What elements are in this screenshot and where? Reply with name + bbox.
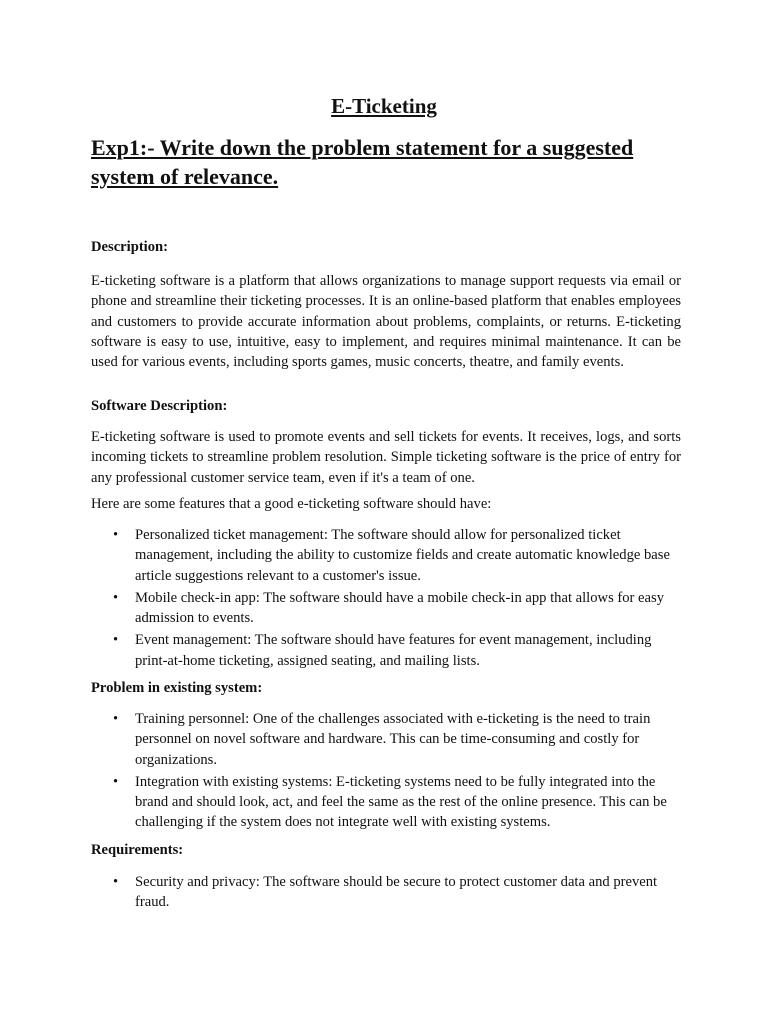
document-title: E-Ticketing xyxy=(331,94,437,118)
description-heading: Description: xyxy=(91,239,169,255)
bullet-icon: • xyxy=(113,874,119,890)
bullet-icon: • xyxy=(113,773,119,790)
features-list xyxy=(91,525,681,671)
list-item-text: Integration with existing systems: E-ticketing systems need to be fully integrated into the brand and should look, act, and feel the same as the rest of the online presence. This can be challenging if the system does not integrate well with existing systems. xyxy=(135,773,667,831)
experiment-heading: Exp1:- Write down the problem statement for a suggested system of relevance. xyxy=(91,135,634,189)
list-item xyxy=(91,525,681,586)
list-item xyxy=(91,709,681,770)
list-item xyxy=(91,630,681,671)
list-item-text: Training personnel: One of the challenges associated with e-ticketing is the need to train personnel on novel software and hardware. This can be time-consuming and costly for organizations. xyxy=(135,711,651,768)
list-item-text: Event management: The software should have features for event management, including print-at-home ticketing, assigned seating, and mailing lists. xyxy=(135,632,652,669)
problem-list xyxy=(91,709,681,833)
list-item xyxy=(91,772,681,833)
description-text: E-ticketing software is a platform that allows organizations to manage support requests via email or phone and streamline their ticketing processes. It is an online-based platform that enables employees and customers to provide accurate information about problems, complaints, or returns. E-ticketing software is easy to use, intuitive, easy to implement, and requires minimal maintenance. It can be used for various events, including sports games, music concerts, theatre, and family events. xyxy=(91,273,681,371)
problem-heading: Problem in existing system: xyxy=(91,680,263,696)
list-item-text: Security and privacy: The software should be secure to protect customer data and prevent fraud. xyxy=(135,874,658,911)
bullet-icon: • xyxy=(113,527,119,543)
list-item xyxy=(91,588,681,629)
requirements-list xyxy=(91,872,681,913)
bullet-icon: • xyxy=(113,711,119,727)
list-item xyxy=(91,872,681,913)
bullet-icon: • xyxy=(113,589,119,606)
software-description-text: E-ticketing software is used to promote events and sell tickets for events. It receives, logs, and sorts incoming tickets to streamline problem resolution. Simple ticketing software is the price of entry for any professional customer service team, even if it's a team of one. xyxy=(91,429,681,486)
list-item-text: Personalized ticket management: The software should allow for personalized ticket management, including the ability to customize fields and create automatic knowledge base article suggestions relevant to a customer's issue. xyxy=(135,527,670,584)
requirements-heading: Requirements: xyxy=(91,842,184,858)
software-description-heading: Software Description: xyxy=(91,398,228,414)
features-intro: Here are some features that a good e-ticketing software should have: xyxy=(91,496,492,512)
bullet-icon: • xyxy=(113,632,119,649)
list-item-text: Mobile check-in app: The software should have a mobile check-in app that allows for easy admission to events. xyxy=(135,589,664,627)
